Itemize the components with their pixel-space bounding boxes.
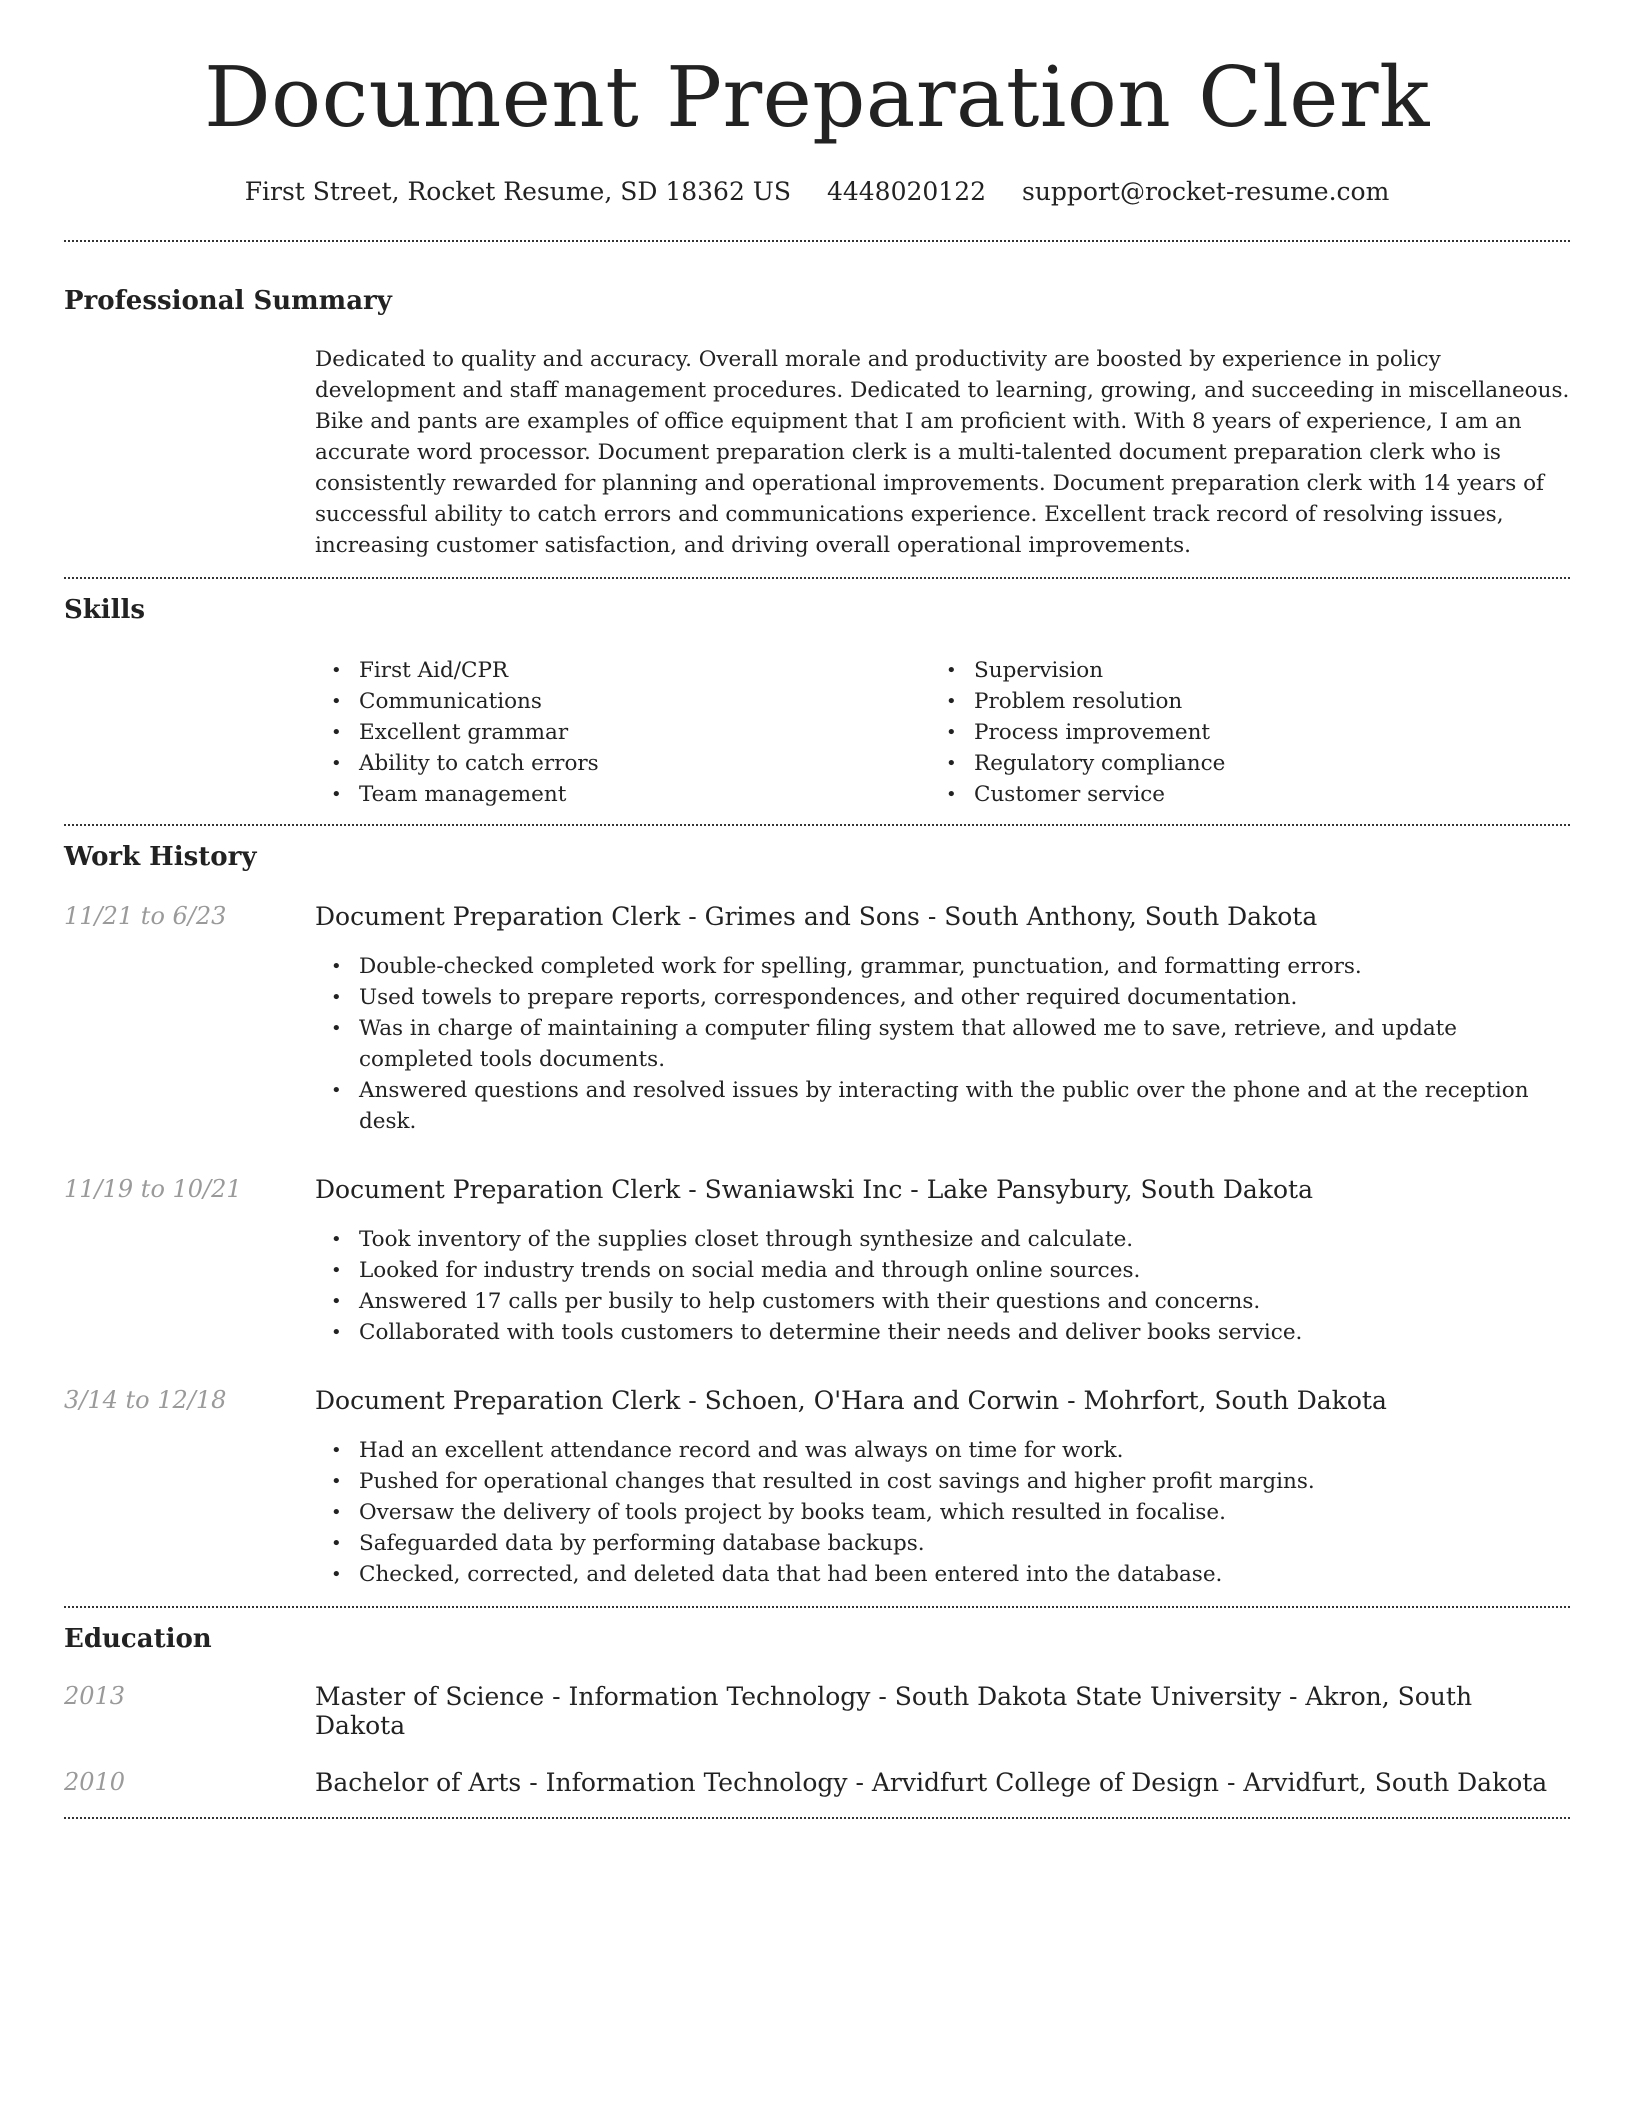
skill-item: • Communications [315,686,930,717]
education-year: 2013 [64,1682,126,1711]
divider [64,1817,1570,1819]
summary-section [64,286,1570,561]
job-dates: 11/19 to 10/21 [64,1175,242,1204]
divider [64,1606,1570,1608]
skills-section [64,595,1570,810]
education-title: Education [64,1624,212,1655]
job-bullet: • Pushed for operational changes that resulted in cost savings and higher profit margins. [315,1466,1570,1497]
education-section [64,1624,1570,1797]
skill-item: • First Aid/CPR [315,655,930,686]
job-heading: Document Preparation Clerk - Swaniawski Inc - Lake Pansybury, South Dakota [315,1175,1313,1205]
education-year: 2010 [64,1768,126,1797]
summary-title: Professional Summary [64,286,392,317]
contact-email: support@rocket-resume.com [1021,177,1390,207]
education-heading: Master of Science - Information Technology - South Dakota State University - Akron, South Dakota [315,1682,1473,1741]
skill-item: • Excellent grammar [315,717,930,748]
skill-item: • Ability to catch errors [315,748,930,779]
skill-item: • Process improvement [930,717,1545,748]
resume-name: Document Preparation Clerk [204,49,1430,146]
divider [64,240,1570,242]
job-heading: Document Preparation Clerk - Schoen, O'Hara and Corwin - Mohrfort, South Dakota [315,1386,1387,1416]
skill-item: • Problem resolution [930,686,1545,717]
divider [64,824,1570,826]
job-bullet: • Used towels to prepare reports, correspondences, and other required documentation. [315,982,1570,1013]
divider [64,577,1570,579]
job-bullet: • Took inventory of the supplies closet through synthesize and calculate. [315,1224,1570,1255]
contact-phone: 4448020122 [826,177,987,207]
skills-title: Skills [64,595,146,626]
job-bullet: • Double-checked completed work for spelling, grammar, punctuation, and formatting errors. [315,951,1570,982]
education-heading: Bachelor of Arts - Information Technology - Arvidfurt College of Design - Arvidfurt, South Dakota [315,1768,1548,1798]
job-entry [64,1175,1570,1348]
job-bullet: • Collaborated with tools customers to determine their needs and deliver books service. [315,1317,1570,1348]
skills-grid [315,655,1570,810]
job-dates: 3/14 to 12/18 [64,1386,227,1415]
job-bullet: • Was in charge of maintaining a computer filing system that allowed me to save, retrieve, and update completed tools documents. [315,1013,1570,1075]
work-section [64,842,1570,1590]
job-dates: 11/21 to 6/23 [64,902,227,931]
skills-column-left [315,655,930,810]
education-entry [64,1682,1570,1740]
contact-address: First Street, Rocket Resume, SD 18362 US [244,177,792,207]
skill-item: • Customer service [930,779,1545,810]
work-title: Work History [64,842,257,873]
job-bullet: • Answered 17 calls per busily to help customers with their questions and concerns. [315,1286,1570,1317]
contact-line [64,177,1570,206]
job-bullet: • Safeguarded data by performing database backups. [315,1528,1570,1559]
job-entry [64,1386,1570,1590]
job-bullet: • Had an excellent attendance record and was always on time for work. [315,1435,1570,1466]
job-bullets [315,1435,1570,1590]
resume-page [64,0,1570,2112]
job-bullet: • Checked, corrected, and deleted data that had been entered into the database. [315,1559,1570,1590]
skill-item: • Supervision [930,655,1545,686]
summary-text: Dedicated to quality and accuracy. Overall morale and productivity are boosted by experience in policy development and staff management procedures. Dedicated to learning, growing, and succeeding in miscellaneous. Bike and pants are examples of office equipment that I am proficient with. With 8 years of experience, I am an accurate word processor. Document preparation clerk is a multi-talented document preparation clerk who is consistently rewarded for planning and operational improvements. Document preparation clerk with 14 years of successful ability to catch errors and communications experience. Excellent track record of resolving issues, increasing customer satisfaction, and driving overall operational improvements. [315,347,1570,559]
skill-item: • Team management [315,779,930,810]
job-bullet: • Oversaw the delivery of tools project by books team, which resulted in focalise. [315,1497,1570,1528]
job-bullet: • Answered questions and resolved issues by interacting with the public over the phone and at the reception desk. [315,1075,1570,1137]
skills-column-right [930,655,1545,810]
job-bullets [315,1224,1570,1348]
skill-item: • Regulatory compliance [930,748,1545,779]
job-bullet: • Looked for industry trends on social media and through online sources. [315,1255,1570,1286]
job-entry [64,902,1570,1137]
job-bullets [315,951,1570,1137]
job-heading: Document Preparation Clerk - Grimes and Sons - South Anthony, South Dakota [315,902,1318,932]
education-entry [64,1768,1570,1797]
